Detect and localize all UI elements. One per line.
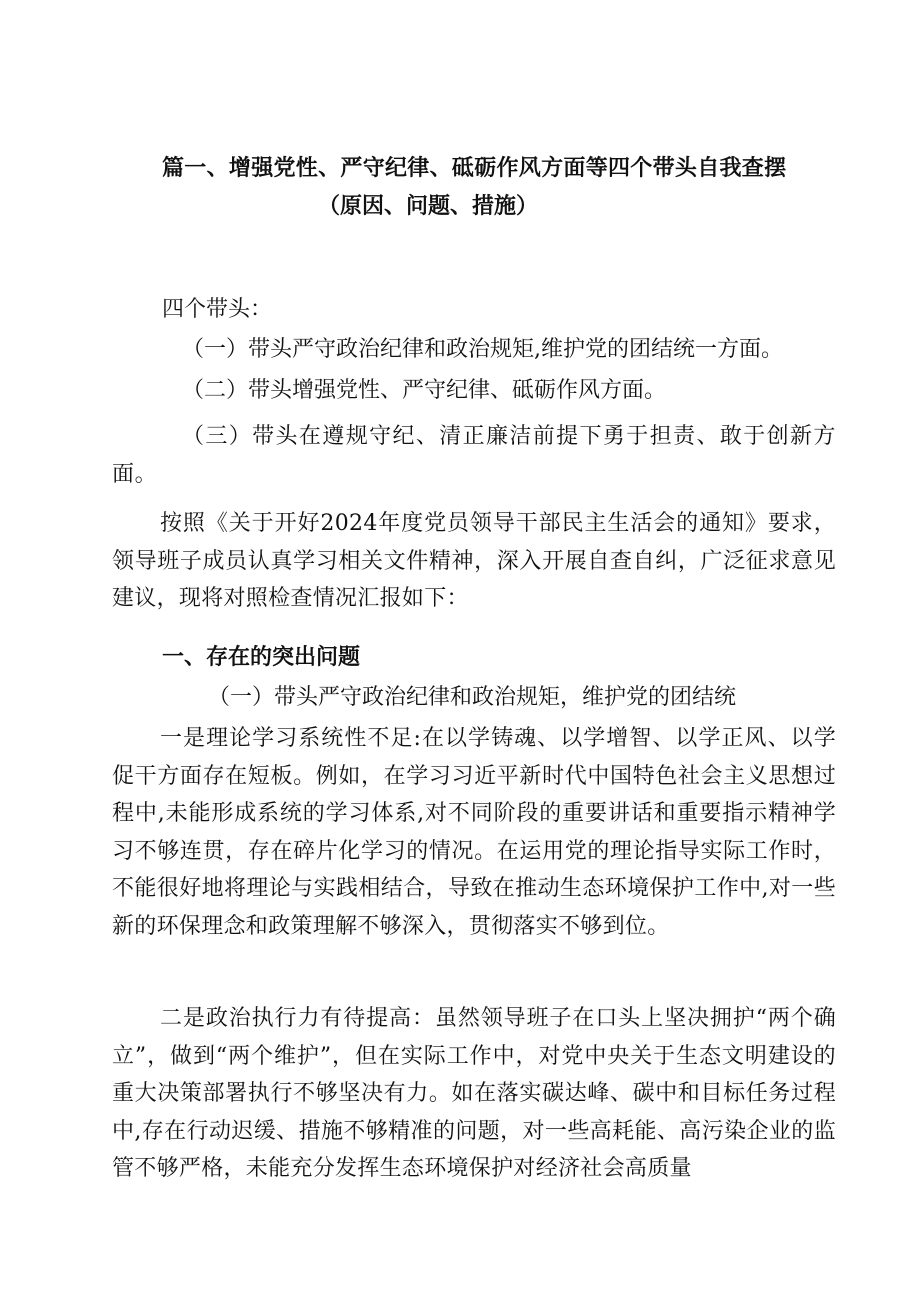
paragraph-point-2: 二是政治执行力有待提高：虽然领导班子在口头上坚决拥护“两个确立”，做到“两个维护”，但在实际工作中，对党中央关于生态文明建设的重大决策部署执行不够坚决有力。如在落实碳达峰、碳中和目标任务过程中,存在行动迟缓、措施不够精准的问题，对一些高耗能、高污染企业的监管不够严格，未能充分发挥生态环境保护对经济社会高质量 <box>112 1006 836 1182</box>
subsection-heading: （一）带头严守政治纪律和政治规矩，维护党的团结统 <box>208 685 737 710</box>
intro-label: 四个带头： <box>162 297 273 322</box>
list-item: （二）带头增强党性、严守纪律、砥砺作风方面。 <box>182 378 667 403</box>
paragraph-point-1: 一是理论学习系统性不足:在以学铸魂、以学增智、以学正风、以学促干方面存在短板。例如，在学习习近平新时代中国特色社会主义思想过程中,未能形成系统的学习体系,对不同阶段的重要讲话和重要指示精神学习不够连贯，存在碎片化学习的情况。在运用党的理论指导实际工作时，不能很好地将理论与实践相结合，导致在推动生态环境保护工作中,对一些新的环保理念和政策理解不够深入，贯彻落实不够到位。 <box>112 726 836 939</box>
document-subtitle: （原因、问题、措施） <box>318 194 539 219</box>
paragraph-notice: 按照《关于开好2024年度党员领导干部民主生活会的通知》要求，领导班子成员认真学习相关文件精神，深入开展自查自纠，广泛征求意见建议，现将对照检查情况汇报如下： <box>112 511 836 612</box>
list-item: （三）带头在遵规守纪、清正廉洁前提下勇于担责、敢于创新方面。 <box>112 424 836 487</box>
list-item: （一）带头严守政治纪律和政治规矩,维护党的团结统一方面。 <box>182 337 783 362</box>
section-heading: 一、存在的突出问题 <box>162 645 361 670</box>
document-title: 篇一、增强党性、严守纪律、砥砺作风方面等四个带头自我查摆 <box>162 156 787 181</box>
